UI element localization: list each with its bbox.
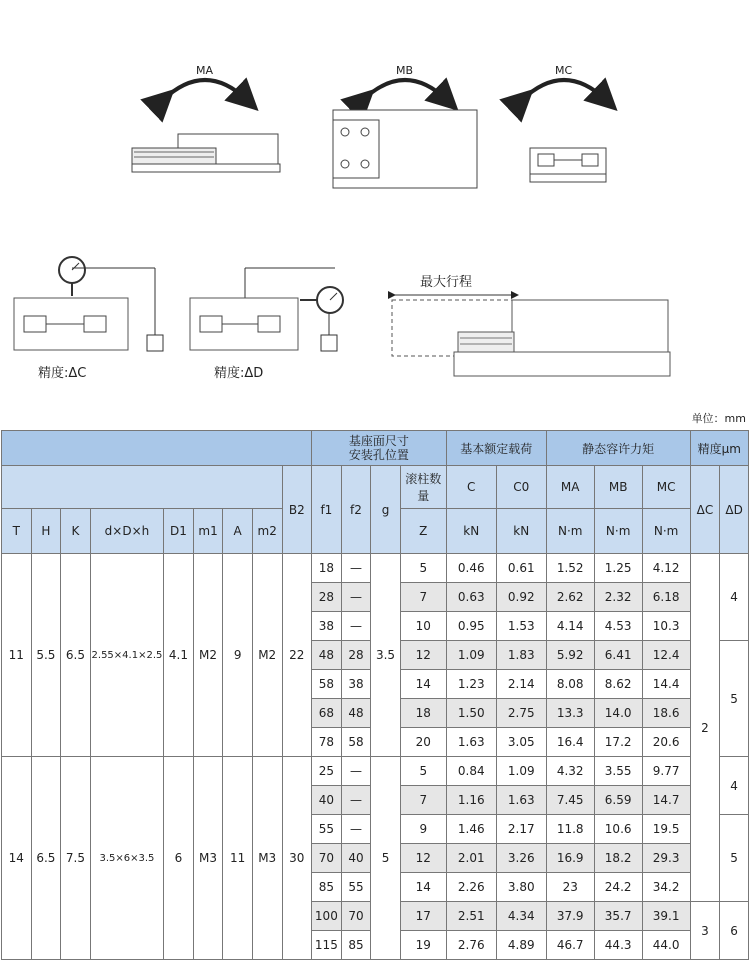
cell-dd: 4 [720,757,749,815]
cell-mc: 20.6 [642,728,690,757]
cell-dc: 2 [690,554,720,902]
cell-c0: 1.83 [496,641,546,670]
cell-z: 18 [400,699,446,728]
max-stroke-diagram [392,274,670,376]
cell-c0: 4.34 [496,902,546,931]
cell-mc: 4.12 [642,554,690,583]
precision-d-label: 精度:ΔD [214,366,264,381]
cell-f1: 25 [312,757,342,786]
unit-label: 单位：mm [691,412,746,425]
cell-ma: 1.52 [546,554,594,583]
cell-z: 20 [400,728,446,757]
cell-mb: 3.55 [594,757,642,786]
cell-ma: 7.45 [546,786,594,815]
cell-c: 2.01 [446,844,496,873]
cell-f1: 70 [312,844,342,873]
cell-f2: — [341,786,371,815]
cell-z: 7 [400,583,446,612]
cell-z: 12 [400,844,446,873]
col-b2: B2 [282,466,312,554]
cell-ma: 5.92 [546,641,594,670]
col-kn-c0: kN [496,509,546,554]
cell-c: 1.46 [446,815,496,844]
precision-c-diagram [14,257,163,381]
cell-d1: 4.1 [164,554,194,757]
cell-ma: 11.8 [546,815,594,844]
cell-a: 9 [223,554,253,757]
cell-ma: 13.3 [546,699,594,728]
moment-ma-label: MA [196,64,214,77]
cell-f2: 85 [341,931,371,960]
cell-t: 11 [2,554,32,757]
cell-ma: 4.14 [546,612,594,641]
cell-c0: 1.09 [496,757,546,786]
cell-mc: 44.0 [642,931,690,960]
col-g: g [371,466,401,554]
header-base-mount: 基座面尺寸 安装孔位置 [312,431,447,466]
moment-mc-label: MC [555,64,573,77]
cell-z: 5 [400,554,446,583]
cell-f2: — [341,554,371,583]
col-h: H [31,509,61,554]
cell-c0: 4.89 [496,931,546,960]
cell-mb: 6.59 [594,786,642,815]
cell-c0: 1.63 [496,786,546,815]
col-m1: m1 [193,509,223,554]
cell-c: 1.16 [446,786,496,815]
cell-c0: 1.53 [496,612,546,641]
col-t: T [2,509,32,554]
cell-f1: 78 [312,728,342,757]
cell-z: 9 [400,815,446,844]
cell-ma: 16.9 [546,844,594,873]
moment-ma-diagram [132,64,280,172]
cell-c: 0.84 [446,757,496,786]
cell-mb: 17.2 [594,728,642,757]
cell-mb: 18.2 [594,844,642,873]
cell-mb: 2.32 [594,583,642,612]
cell-c: 2.76 [446,931,496,960]
precision-c-label: 精度:ΔC [38,366,87,381]
cell-f1: 115 [312,931,342,960]
cell-f1: 85 [312,873,342,902]
cell-ma: 8.08 [546,670,594,699]
col-ddh: d×D×h [90,509,163,554]
cell-m1: M2 [193,554,223,757]
cell-mc: 14.7 [642,786,690,815]
cell-c0: 3.05 [496,728,546,757]
cell-ddh: 2.55×4.1×2.5 [90,554,163,757]
header-blank-2 [2,466,283,509]
spec-table [1,430,749,960]
cell-f2: — [341,583,371,612]
cell-f1: 100 [312,902,342,931]
cell-mb: 6.41 [594,641,642,670]
col-nm-ma: N·m [546,509,594,554]
cell-c0: 3.80 [496,873,546,902]
cell-f2: 38 [341,670,371,699]
col-nm-mc: N·m [642,509,690,554]
cell-mc: 9.77 [642,757,690,786]
cell-mb: 44.3 [594,931,642,960]
cell-mc: 34.2 [642,873,690,902]
moment-mb-diagram [333,64,477,188]
cell-mb: 35.7 [594,902,642,931]
spec-table-body [2,554,749,960]
cell-z: 5 [400,757,446,786]
cell-f2: 70 [341,902,371,931]
col-f2: f2 [341,466,371,554]
col-dd: ΔD [720,466,749,554]
cell-mc: 19.5 [642,815,690,844]
cell-mc: 39.1 [642,902,690,931]
moment-mc-diagram [522,64,606,182]
col-c: C [446,466,496,509]
cell-f2: 58 [341,728,371,757]
cell-g: 3.5 [371,554,401,757]
header-blank [2,431,312,466]
cell-m2: M3 [252,757,282,960]
cell-dd: 6 [720,902,749,960]
col-dc: ΔC [690,466,720,554]
cell-dd: 5 [720,641,749,757]
cell-b2: 30 [282,757,312,960]
cell-z: 19 [400,931,446,960]
cell-c0: 2.75 [496,699,546,728]
cell-f1: 55 [312,815,342,844]
cell-ma: 37.9 [546,902,594,931]
col-c0: C0 [496,466,546,509]
cell-ma: 23 [546,873,594,902]
cell-m2: M2 [252,554,282,757]
cell-dd: 5 [720,815,749,902]
col-mb: MB [594,466,642,509]
cell-mc: 12.4 [642,641,690,670]
col-rollers: 滚柱数量 [400,466,446,509]
col-mc: MC [642,466,690,509]
cell-f2: 28 [341,641,371,670]
cell-c: 1.09 [446,641,496,670]
cell-f1: 48 [312,641,342,670]
cell-dc: 3 [690,902,720,960]
col-ma: MA [546,466,594,509]
col-nm-mb: N·m [594,509,642,554]
cell-f2: — [341,815,371,844]
header-precision: 精度μm [690,431,748,466]
cell-m1: M3 [193,757,223,960]
cell-mb: 8.62 [594,670,642,699]
cell-a: 11 [223,757,253,960]
cell-c0: 0.61 [496,554,546,583]
cell-t: 14 [2,757,32,960]
cell-z: 7 [400,786,446,815]
cell-f2: 40 [341,844,371,873]
cell-mb: 24.2 [594,873,642,902]
cell-f2: 55 [341,873,371,902]
cell-f2: 48 [341,699,371,728]
col-k: K [61,509,91,554]
cell-f2: — [341,612,371,641]
cell-mc: 14.4 [642,670,690,699]
cell-c0: 2.14 [496,670,546,699]
cell-d1: 6 [164,757,194,960]
cell-f1: 28 [312,583,342,612]
cell-c: 0.46 [446,554,496,583]
cell-mc: 6.18 [642,583,690,612]
cell-g: 5 [371,757,401,960]
cell-c0: 0.92 [496,583,546,612]
cell-z: 12 [400,641,446,670]
cell-b2: 22 [282,554,312,757]
cell-mb: 1.25 [594,554,642,583]
header-basic-load: 基本额定载荷 [446,431,546,466]
col-d1: D1 [164,509,194,554]
cell-f1: 40 [312,786,342,815]
col-f1: f1 [312,466,342,554]
cell-c: 1.23 [446,670,496,699]
cell-k: 6.5 [61,554,91,757]
cell-mc: 29.3 [642,844,690,873]
table-row [2,554,749,583]
cell-mb: 4.53 [594,612,642,641]
cell-z: 14 [400,670,446,699]
cell-mc: 18.6 [642,699,690,728]
cell-c0: 2.17 [496,815,546,844]
col-m2: m2 [252,509,282,554]
cell-f1: 58 [312,670,342,699]
precision-d-diagram [190,268,343,381]
table-row [2,757,749,786]
cell-mb: 10.6 [594,815,642,844]
cell-c: 1.50 [446,699,496,728]
col-kn-c: kN [446,509,496,554]
cell-h: 5.5 [31,554,61,757]
col-a: A [223,509,253,554]
cell-z: 10 [400,612,446,641]
cell-k: 7.5 [61,757,91,960]
cell-c: 0.63 [446,583,496,612]
cell-c: 2.51 [446,902,496,931]
cell-ma: 4.32 [546,757,594,786]
cell-f2: — [341,757,371,786]
header-static-moment: 静态容许力矩 [546,431,690,466]
cell-dd: 4 [720,554,749,641]
cell-z: 17 [400,902,446,931]
cell-ma: 46.7 [546,931,594,960]
cell-ddh: 3.5×6×3.5 [90,757,163,960]
max-stroke-label: 最大行程 [420,275,473,290]
moment-mb-label: MB [396,64,414,77]
cell-ma: 16.4 [546,728,594,757]
cell-f1: 38 [312,612,342,641]
cell-ma: 2.62 [546,583,594,612]
technical-diagrams [0,0,750,420]
cell-f1: 18 [312,554,342,583]
cell-c: 2.26 [446,873,496,902]
cell-f1: 68 [312,699,342,728]
cell-mb: 14.0 [594,699,642,728]
cell-c: 1.63 [446,728,496,757]
cell-mc: 10.3 [642,612,690,641]
cell-c: 0.95 [446,612,496,641]
col-z: Z [400,509,446,554]
cell-z: 14 [400,873,446,902]
cell-h: 6.5 [31,757,61,960]
cell-c0: 3.26 [496,844,546,873]
